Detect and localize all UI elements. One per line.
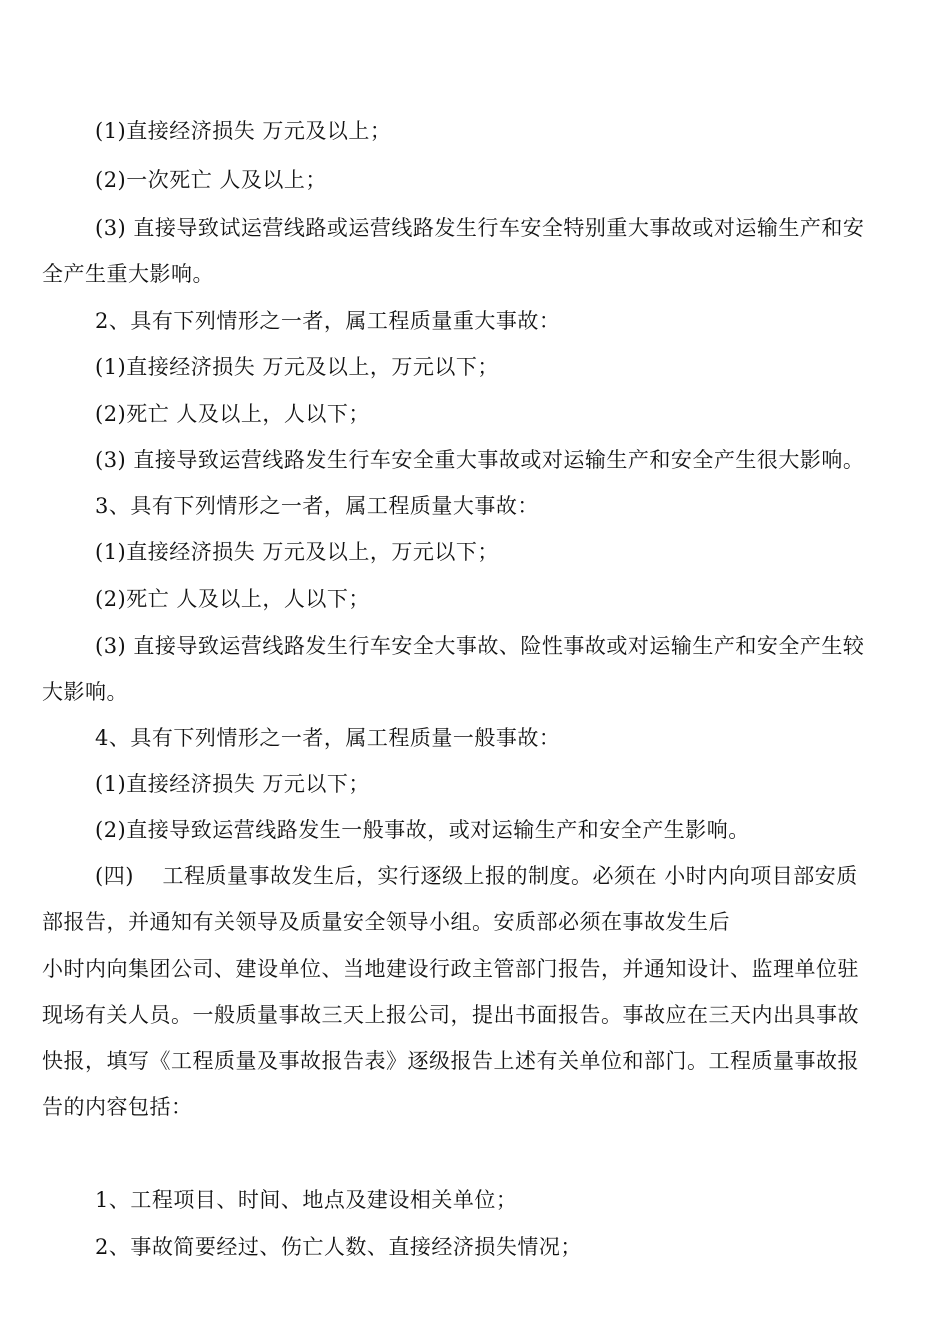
paragraph-line: (1)直接经济损失 万元及以上；	[95, 119, 392, 143]
list-item: 1、工程项目、时间、地点及建设相关单位；	[95, 1188, 518, 1212]
section-heading: 4、具有下列情形之一者，属工程质量一般事故：	[95, 726, 561, 750]
paragraph-line: (2)直接导致运营线路发生一般事故，或对运输生产和安全产生影响。	[95, 818, 750, 842]
list-item: 2、事故简要经过、伤亡人数、直接经济损失情况；	[95, 1235, 582, 1259]
paragraph-line: 告的内容包括：	[42, 1095, 193, 1119]
paragraph-line: 大影响。	[42, 680, 128, 704]
section-heading: 2、具有下列情形之一者，属工程质量重大事故：	[95, 309, 561, 333]
paragraph-line: (3) 直接导致运营线路发生行车安全大事故、险性事故或对运输生产和安全产生较	[95, 634, 865, 658]
paragraph-line: 现场有关人员。一般质量事故三天上报公司，提出书面报告。事故应在三天内出具事故	[42, 1003, 859, 1027]
paragraph-line: 部报告，并通知有关领导及质量安全领导小组。安质部必须在事故发生后	[42, 910, 730, 934]
paragraph-line: 快报，填写《工程质量及事故报告表》逐级报告上述有关单位和部门。工程质量事故报	[42, 1049, 859, 1073]
paragraph-line: (1)直接经济损失 万元及以上，万元以下；	[95, 355, 499, 379]
section-heading: 3、具有下列情形之一者，属工程质量大事故：	[95, 494, 539, 518]
paragraph-line: (1)直接经济损失 万元以下；	[95, 772, 370, 796]
paragraph-line: (3) 直接导致试运营线路或运营线路发生行车安全特别重大事故或对运输生产和安	[95, 216, 865, 240]
paragraph-line: 全产生重大影响。	[42, 262, 214, 286]
paragraph-line: (3) 直接导致运营线路发生行车安全重大事故或对运输生产和安全产生很大影响。	[95, 448, 865, 472]
paragraph-line: (2)死亡 人及以上，人以下；	[95, 587, 370, 611]
paragraph-line: (1)直接经济损失 万元及以上，万元以下；	[95, 540, 499, 564]
paragraph-line: (2)死亡 人及以上，人以下；	[95, 402, 370, 426]
paragraph-line: (四) 工程质量事故发生后，实行逐级上报的制度。必须在 小时内向项目部安质	[95, 864, 858, 888]
paragraph-line: (2)一次死亡 人及以上；	[95, 168, 327, 192]
paragraph-line: 小时内向集团公司、建设单位、当地建设行政主管部门报告，并通知设计、监理单位驻	[42, 957, 859, 981]
